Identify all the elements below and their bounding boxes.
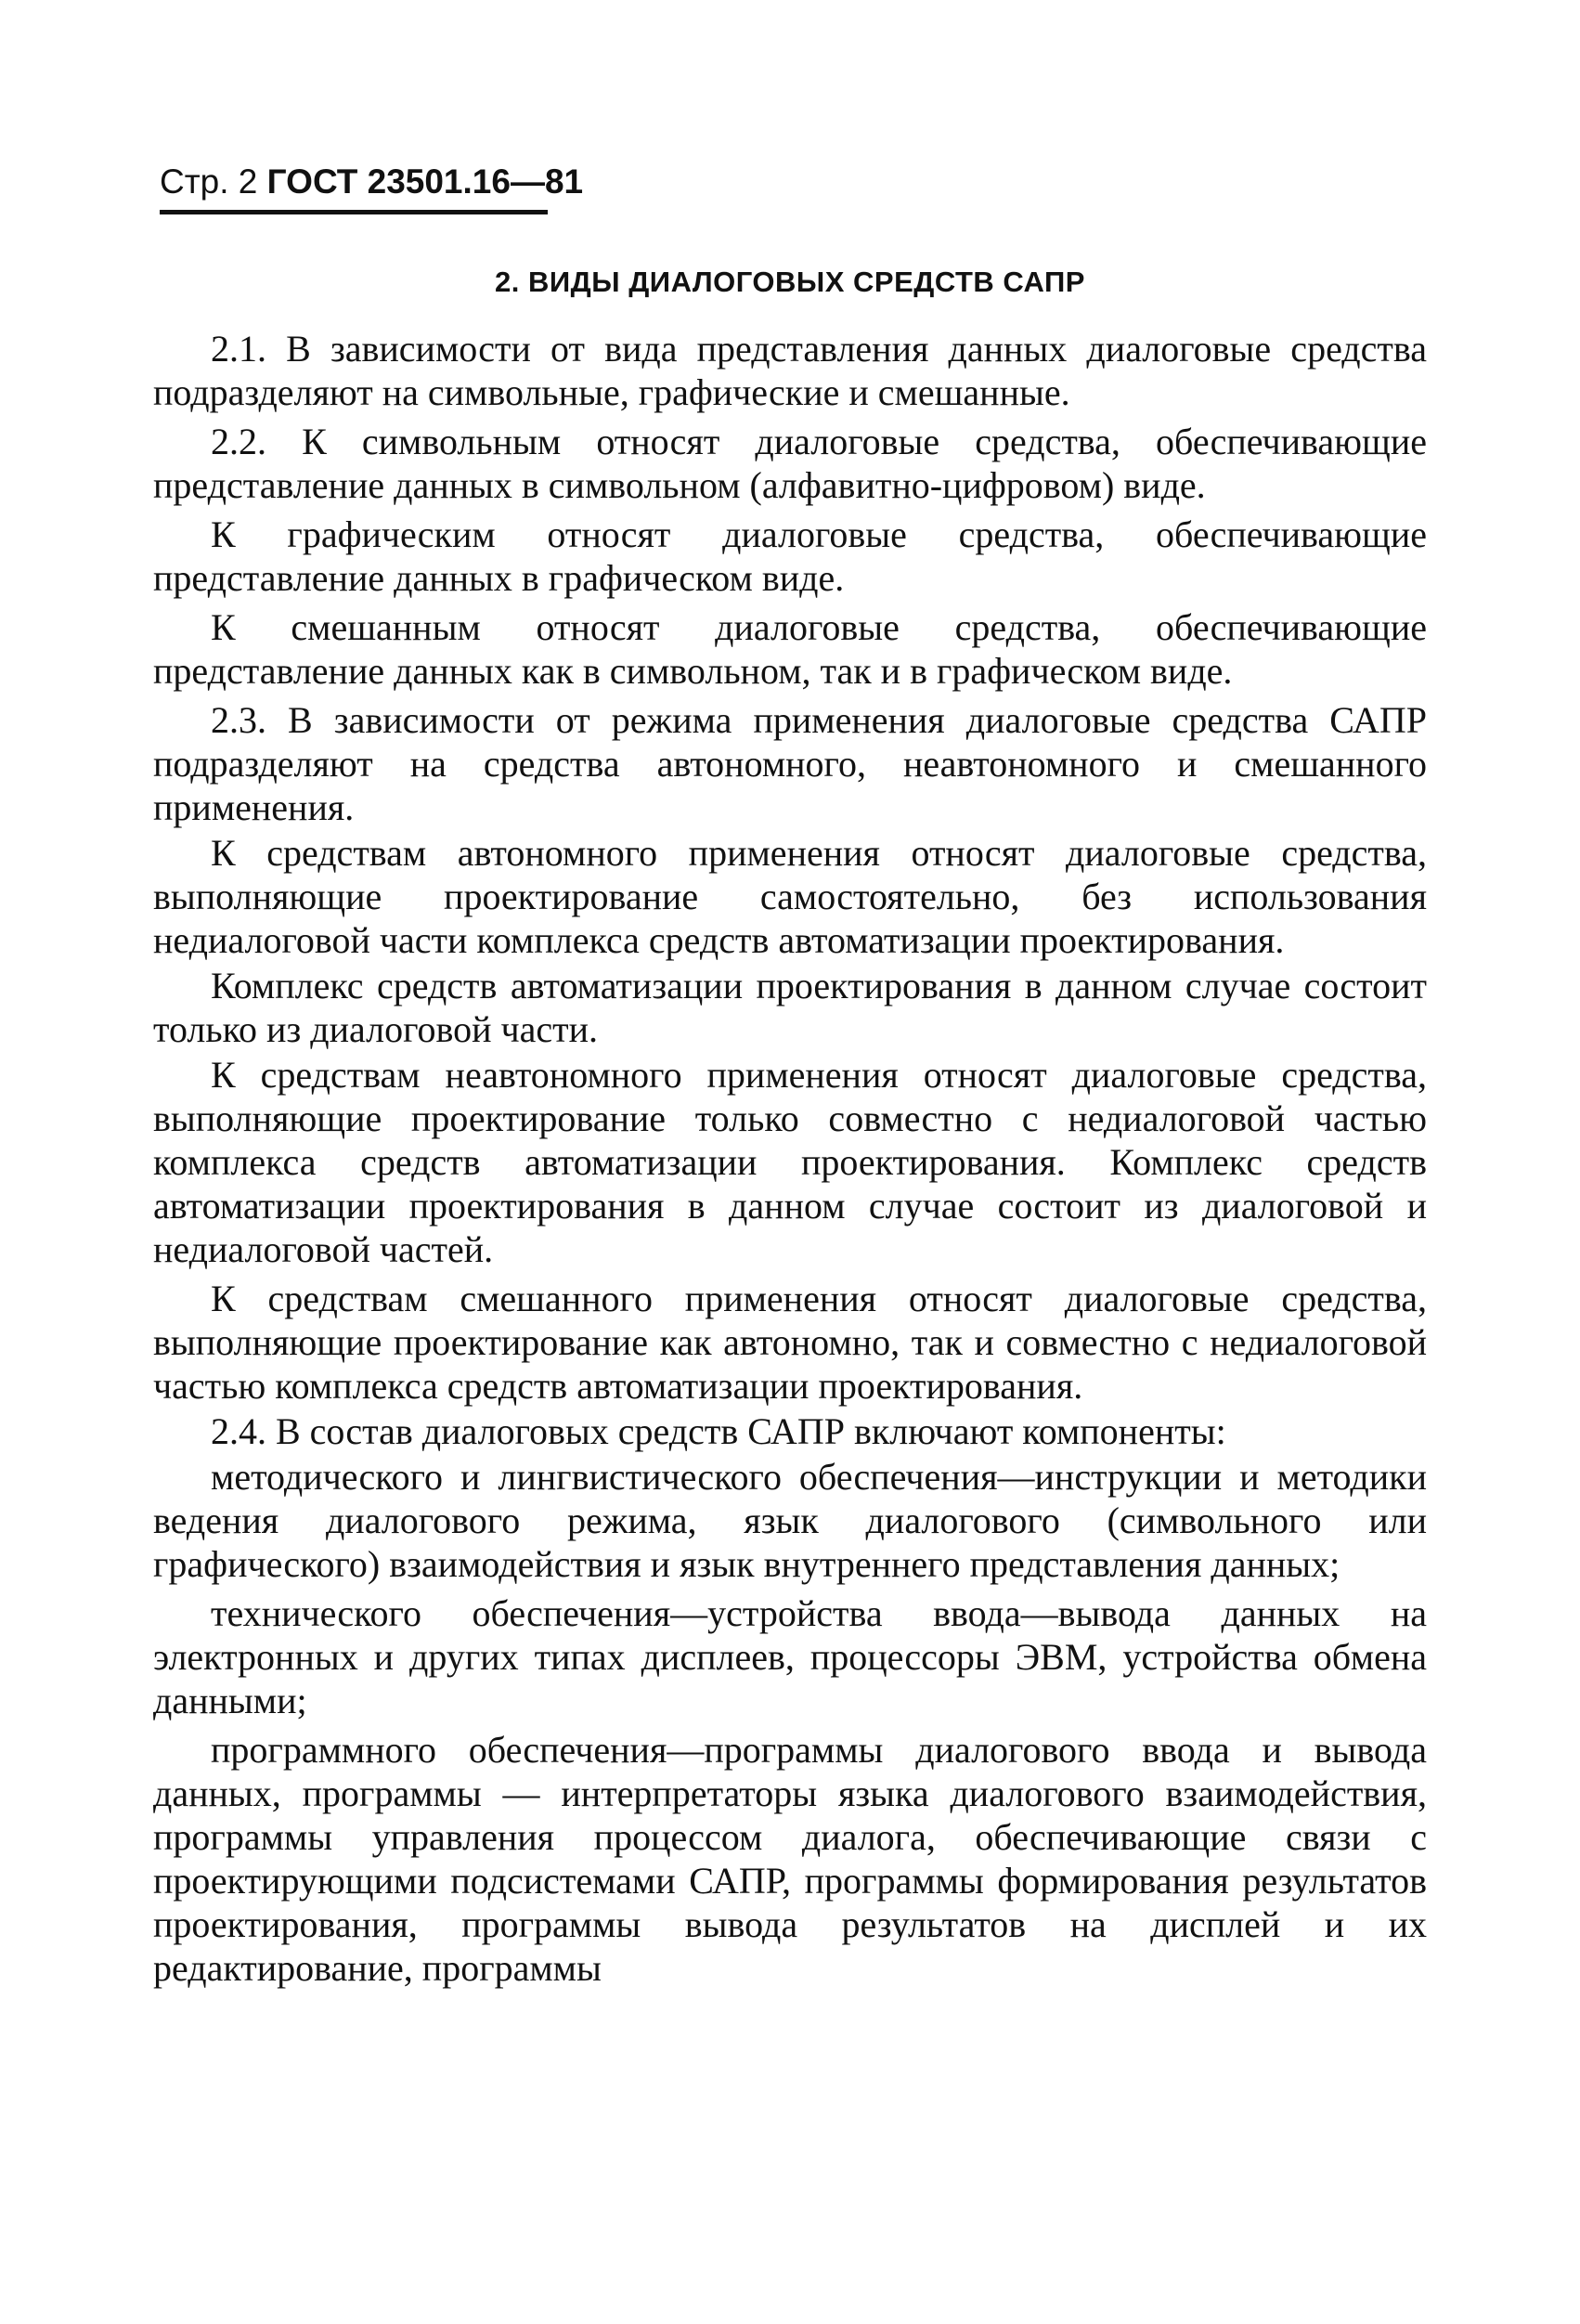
list-item-methodical: методического и лингвистического обеспечения—инструкции и методики ведения диалогового режима, язык диалогового (символьного или графического) взаимодействия и язык внутреннего представления данных; [153, 1456, 1427, 1585]
section-title: 2. ВИДЫ ДИАЛОГОВЫХ СРЕДСТВ САПР [495, 266, 1085, 298]
paragraph-2-2: 2.2. К символьным относят диалоговые средства, обеспечивающие представление данных в символьном (алфавитно-цифровом) виде. [153, 421, 1427, 506]
list-item-technical: технического обеспечения—устройства ввода—вывода данных на электронных и других типах дисплеев, процессоры ЭВМ, устройства обмена данными; [153, 1592, 1427, 1721]
paragraph-2-4: 2.4. В состав диалоговых средств САПР включают компоненты: [211, 1410, 1226, 1452]
paragraph-complex: Комплекс средств автоматизации проектирования в данном случае состоит только из диалоговой части. [153, 965, 1427, 1050]
paragraph-mixed: К смешанным относят диалоговые средства, обеспечивающие представление данных как в символьном, так и в графическом виде. [153, 606, 1427, 692]
paragraph-graphic: К графическим относят диалоговые средства, обеспечивающие представление данных в графическом виде. [153, 513, 1427, 599]
paragraph-mixed-use: К средствам смешанного применения относят диалоговые средства, выполняющие проектирование как автономно, так и совместно с недиалоговой частью комплекса средств автоматизации проектирования. [153, 1278, 1427, 1407]
paragraph-autonomous: К средствам автономного применения относят диалоговые средства, выполняющие проектирование самостоятельно, без использования недиалоговой части комплекса средств автоматизации проектирования. [153, 832, 1427, 961]
running-header [160, 160, 584, 204]
page-number: Стр. 2 [160, 162, 258, 201]
header-rule [160, 210, 548, 214]
list-item-software: программного обеспечения—программы диалогового ввода и вывода данных, программы — интерпретаторы языка диалогового взаимодействия, программы управления процессом диалога, обеспечивающие связи с проектирующими подсистемами САПР, программы формирования результатов проектирования, программы вывода результатов на дисплей и их редактирование, программы [153, 1729, 1427, 1989]
paragraph-2-3: 2.3. В зависимости от режима применения диалоговые средства САПР подразделяют на средства автономного, неавтономного и смешанного применения. [153, 699, 1427, 828]
standard-designation: ГОСТ 23501.16—81 [266, 162, 584, 201]
body-text [153, 327, 1427, 1995]
paragraph-non-autonomous: К средствам неавтономного применения относят диалоговые средства, выполняющие проектирование только совместно с недиалоговой частью комплекса средств автоматизации проектирования. Комплекс средств автоматизации проектирования в данном случае состоит из диалоговой и недиалоговой частей. [153, 1054, 1427, 1270]
paragraph-2-1: 2.1. В зависимости от вида представления данных диалоговые средства подразделяют на символьные, графические и смешанные. [153, 328, 1427, 413]
